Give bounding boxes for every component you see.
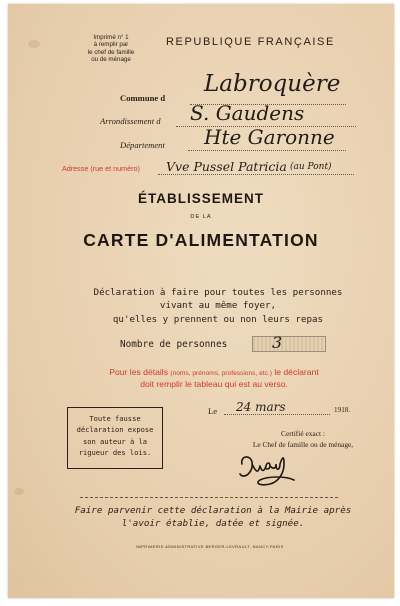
arrondissement-label: Arrondissement d: [100, 116, 161, 126]
paper-stain: [14, 488, 24, 495]
details-instruction-part3: le déclarant: [274, 367, 319, 377]
certified-line2: Le Chef de famille ou de ménage,: [252, 440, 354, 450]
commune-value[interactable]: Labroquère: [204, 71, 341, 97]
details-instruction-line1: [54, 367, 374, 379]
form-note-line: le chef de famille: [87, 48, 135, 56]
departement-value[interactable]: Hte Garonne: [204, 125, 335, 149]
adresse-label: Adresse (rue et numéro): [62, 164, 140, 173]
adresse-value[interactable]: Vve Pussel Patricia: [166, 159, 287, 174]
adresse-extra: (au Pont): [290, 162, 332, 172]
certified-block: [208, 428, 398, 450]
date-prefix: Le: [208, 406, 218, 416]
form-number-note: [66, 34, 156, 64]
form-note-line: Imprimé n° 1: [93, 34, 129, 41]
declaration-line: Déclaration à faire pour toutes les personnes: [93, 287, 343, 298]
details-instruction-part2: (noms, prénoms, professions, etc.): [170, 370, 272, 377]
declaration-line: qu'elles y prennent ou non leurs repas: [112, 313, 324, 325]
persons-field[interactable]: [252, 336, 326, 352]
adresse-rule: [158, 174, 354, 175]
departement-label: Département: [120, 140, 165, 150]
title-de-la: DE LA: [190, 214, 212, 220]
title-etablissement: ÉTABLISSEMENT: [137, 191, 264, 206]
date-year: 1918.: [334, 406, 351, 414]
footer-line: l'avoir établie, datée et signée.: [121, 518, 305, 530]
warning-line: Toute fausse: [89, 414, 141, 423]
footer-line: Faire parvenir cette déclaration à la Mairie après: [74, 505, 352, 516]
commune-label: Commune d: [120, 93, 166, 103]
declaration-text: [68, 286, 368, 326]
date-value[interactable]: 24 mars: [236, 400, 286, 414]
signature-image: [234, 450, 300, 490]
republic-heading: REPUBLIQUE FRANÇAISE: [166, 36, 335, 48]
warning-text: [68, 413, 162, 459]
details-instruction-line2: doit remplir le tableau qui est au verso.: [140, 379, 288, 390]
form-note-line: ou de ménage: [91, 56, 131, 64]
warning-line: rigueur des lois.: [78, 448, 152, 458]
declaration-line: vivant au même foyer,: [159, 300, 277, 312]
date-rule: [224, 414, 330, 415]
footer-divider: [80, 497, 338, 498]
warning-line: déclaration expose: [76, 425, 154, 435]
form-sheet: [8, 4, 394, 598]
printer-imprint: IMPRIMERIE ADMINISTRATIVE BERGER-LEVRAULT, NANCY-PARIS: [136, 544, 284, 549]
persons-value[interactable]: 3: [272, 333, 283, 352]
arrondissement-value[interactable]: S. Gaudens: [190, 101, 305, 125]
details-instruction-part1: Pour les détails: [109, 367, 169, 377]
paper-stain: [28, 40, 40, 48]
footer-instruction: [68, 504, 358, 530]
departement-rule: [188, 150, 346, 151]
warning-line: son auteur à la: [82, 436, 148, 446]
title-carte-alimentation: CARTE D'ALIMENTATION: [83, 230, 319, 250]
persons-label: Nombre de personnes: [120, 339, 228, 350]
form-note-line: à remplir par: [93, 41, 129, 49]
details-instruction: [54, 367, 374, 390]
certified-line1: Certifié exact :: [281, 429, 325, 438]
